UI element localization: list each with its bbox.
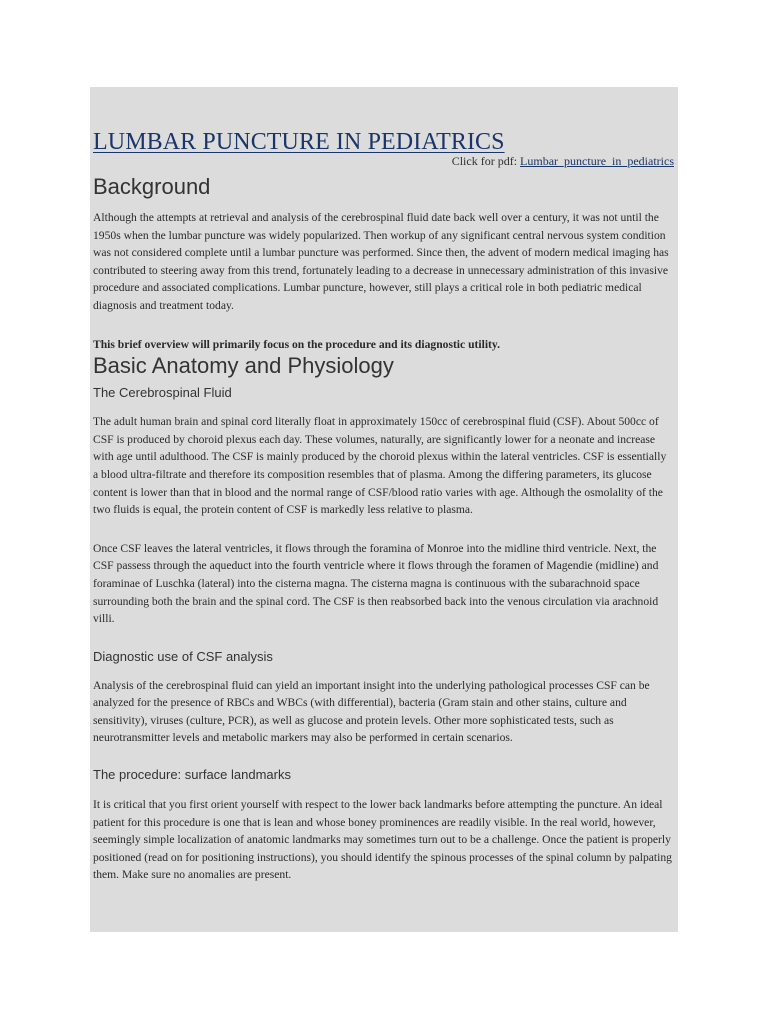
anatomy-heading: Basic Anatomy and Physiology <box>93 353 394 379</box>
diagnostic-paragraph: Analysis of the cerebrospinal fluid can yield an important insight into the underlying pathological processes CSF can be analyzed for the presence of RBCs and WBCs (with differential), bacteria (Gram stain and other stains, culture and sensitivity), viruses (culture, PCR), as well as glucose and protein levels. Other more sophisticated tests, such as neurotransmitter levels and metabolic markers may also be performed in certain scenarios. <box>93 678 650 745</box>
procedure-subheading: The procedure: surface landmarks <box>93 767 291 783</box>
csf-subheading: The Cerebrospinal Fluid <box>93 385 232 401</box>
background-paragraph: Although the attempts at retrieval and analysis of the cerebrospinal fluid date back well over a century, it was not until the 1950s when the lumbar puncture was widely popularized. Then workup of any significant central nervous system condition was not considered complete until a lumbar puncture was performed. Since then, the advent of modern medical imaging has contributed to steering away from this trend, fortunately leading to a decrease in unnecessary administration of this invasive procedure and associated complications. Lumbar puncture, however, still plays a critical role in both pediatric medical diagnosis and treatment today. <box>93 211 669 312</box>
csf-paragraph-1: The adult human brain and spinal cord literally float in approximately 150cc of cerebrospinal fluid (CSF). About 500cc of CSF is produced by choroid plexus each day. These volumes, naturally, are significantly lower for a neonate and increase with age until adulthood. The CSF is mainly produced by the choroid plexus within the lateral ventricles. CSF is essentially a blood ultra-filtrate and therefore its composition resembles that of plasma. Among the differing parameters, its glucose content is lower than that in blood and the normal range of CSF/blood ratio varies with age. Although the osmolality of the two fluids is equal, the protein content of CSF is markedly less relative to plasma. <box>93 415 667 517</box>
document-title: LUMBAR PUNCTURE IN PEDIATRICS <box>93 129 505 155</box>
diagnostic-subheading: Diagnostic use of CSF analysis <box>93 648 273 664</box>
pdf-prefix-label: Click for pdf: <box>451 154 521 168</box>
document-page <box>90 87 678 932</box>
pdf-download-line <box>93 154 674 168</box>
procedure-paragraph: It is critical that you first orient yourself with respect to the lower back landmarks before attempting the puncture. An ideal patient for this procedure is one that is lean and whose boney prominences are readily visible. In the real world, however, seemingly simple localization of anatomic landmarks may sometimes turn out to be a challenge. Once the patient is properly positioned (read on for positioning instructions), you should identify the spinous processes of the spinal column by palpating them. Make sure no anomalies are present. <box>93 798 672 882</box>
csf-paragraph-2: Once CSF leaves the lateral ventricles, it flows through the foramina of Monroe into the midline third ventricle. Next, the CSF passess through the aqueduct into the fourth ventricle where it flows through the foramen of Magendie (midline) and foraminae of Luschka (lateral) into the cisterna magna. The cisterna magna is continuous with the subarachnoid space surrounding both the brain and the spinal cord. The CSF is then reabsorbed back into the venous circulation via arachnoid villi. <box>93 541 659 626</box>
pdf-download-link[interactable]: Lumbar_puncture_in_pediatrics <box>520 154 674 168</box>
overview-paragraph: This brief overview will primarily focus on the procedure and its diagnostic utility. <box>93 337 500 351</box>
background-heading: Background <box>93 174 211 199</box>
